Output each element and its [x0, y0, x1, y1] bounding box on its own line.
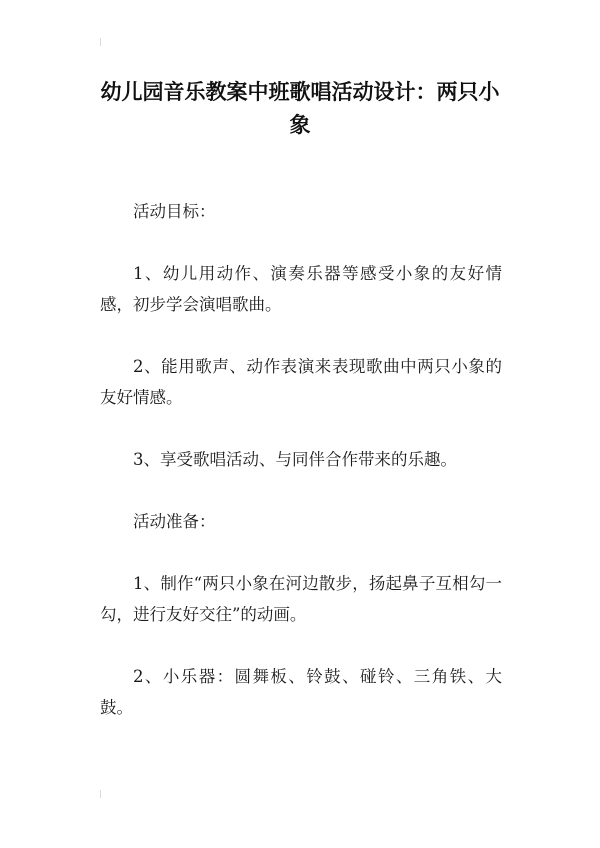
preparation-item-2: 2、小乐器：圆舞板、铃鼓、碰铃、三角铁、大鼓。 [100, 667, 502, 717]
page-title: 幼儿园音乐教案中班歌唱活动设计：两只小象 [100, 80, 500, 137]
goal-item-3: 3、享受歌唱活动、与同伴合作带来的乐趣。 [133, 450, 457, 469]
preparation-item-1: 1、制作“两只小象在河边散步，扬起鼻子互相勾一勾，进行友好交往”的动画。 [100, 574, 502, 624]
section-heading-preparation: 活动准备： [133, 512, 216, 531]
section-heading-goals: 活动目标： [133, 202, 216, 221]
page-corner-mark [100, 790, 101, 798]
page-corner-mark [100, 38, 101, 46]
goal-item-2: 2、能用歌声、动作表演来表现歌曲中两只小象的友好情感。 [100, 357, 502, 407]
document-body [100, 196, 502, 754]
goal-item-1: 1、幼儿用动作、演奏乐器等感受小象的友好情感，初步学会演唱歌曲。 [100, 264, 502, 314]
